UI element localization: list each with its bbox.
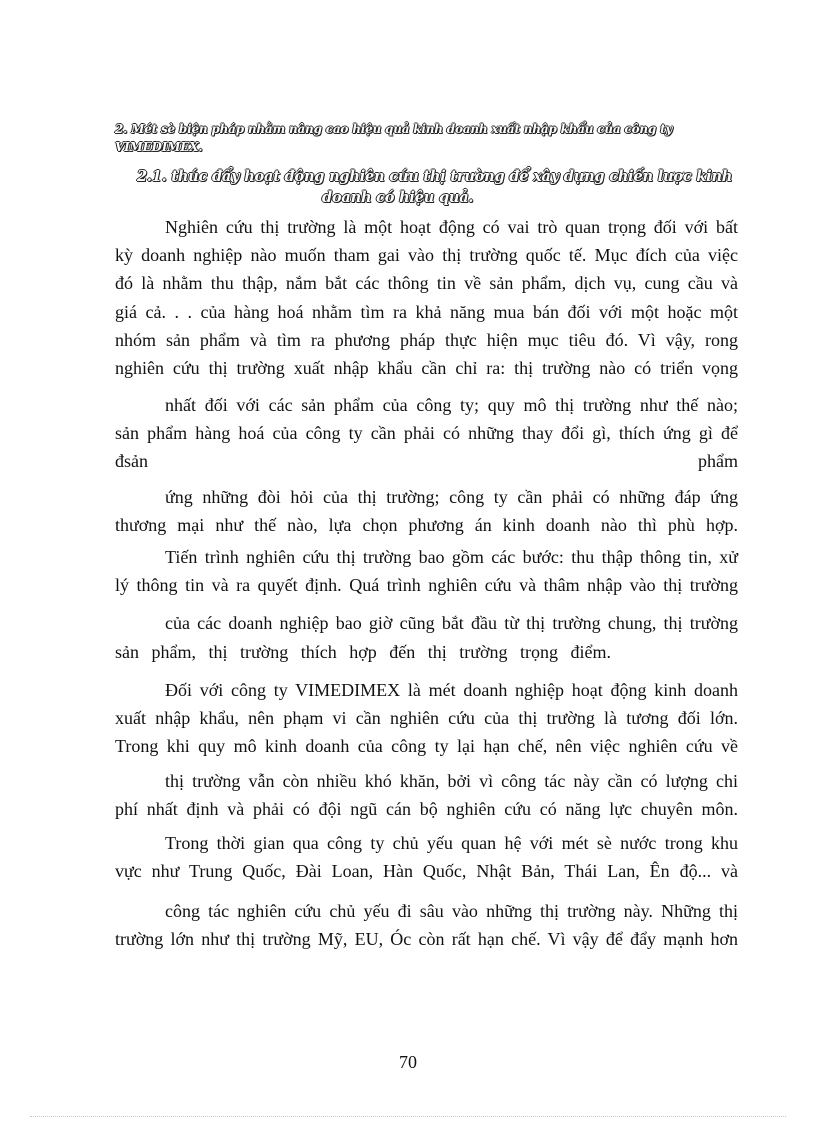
subsection-heading-line-1: 2.1. thúc đẩy hoạt động nghiên cứu thị trường để xây dựng chiến lược kinh: [137, 168, 733, 185]
body-line: Đối với công ty VIMEDIMEX là mét doanh nghiệp hoạt động kinh doanh: [165, 680, 738, 700]
section-heading-line-2: VIMEDIMEX.: [115, 140, 203, 154]
body-word: phẩm: [698, 451, 738, 471]
body-line: ứng những đòi hỏi của thị trường; công ty cần phải có những đáp ứng: [165, 487, 738, 507]
body-word: đsản: [115, 451, 148, 471]
section-heading-line-1: 2. Mét sè biện pháp nhằm nâng cao hiệu quả kinh doanh xuất nhập khẩu của công ty: [115, 122, 673, 136]
body-line: sản phẩm hàng hoá của công ty cần phải có những thay đổi gì, thích ứng gì để: [115, 423, 738, 443]
footer-divider: [30, 1116, 786, 1117]
body-line: công tác nghiên cứu chủ yếu đi sâu vào những thị trường này. Những thị: [165, 901, 738, 921]
body-line: xuất nhập khẩu, nên phạm vi cần nghiên cứu của thị trường là tương đối lớn.: [115, 708, 738, 728]
body-line: Tiến trình nghiên cứu thị trường bao gồm các bước: thu thập thông tin, xử: [165, 547, 738, 567]
subsection-heading-line-2: doanh có hiệu quả.: [322, 189, 474, 206]
body-line: Nghiên cứu thị trường là một hoạt động có vai trò quan trọng đối với bất: [165, 217, 738, 237]
body-line: giá cả. . . của hàng hoá nhằm tìm ra khả năng mua bán đối với một hoặc một: [115, 302, 738, 322]
body-line: phí nhất định và phải có đội ngũ cán bộ nghiên cứu có năng lực chuyên môn.: [115, 799, 738, 819]
body-line: Trong khi quy mô kinh doanh của công ty lại hạn chế, nên việc nghiên cứu về: [115, 736, 738, 756]
body-line: nghiên cứu thị trường xuất nhập khẩu cần chỉ ra: thị trường nào có triển vọng: [115, 358, 738, 378]
body-line: Trong thời gian qua công ty chủ yếu quan hệ với mét sè nước trong khu: [165, 833, 738, 853]
body-line: thương mại như thế nào, lựa chọn phương án kinh doanh nào thì phù hợp.: [115, 515, 738, 535]
body-line-split: [115, 451, 738, 471]
body-line: sản phẩm, thị trường thích hợp đến thị trường trọng điểm.: [115, 642, 612, 662]
page-number: 70: [399, 1052, 417, 1072]
body-line: lý thông tin và ra quyết định. Quá trình nghiên cứu và thâm nhập vào thị trường: [115, 575, 738, 595]
body-line: kỳ doanh nghiệp nào muốn tham gai vào thị trường quốc tế. Mục đích của việc: [115, 245, 738, 265]
body-line: nhóm sản phẩm và tìm ra phương pháp thực hiện mục tiêu đó. Vì vậy, rong: [115, 330, 738, 350]
body-line: của các doanh nghiệp bao giờ cũng bắt đầu từ thị trường chung, thị trường: [165, 613, 738, 633]
body-line: đó là nhằm thu thập, nắm bắt các thông tin về sản phẩm, dịch vụ, cung cầu và: [115, 273, 738, 293]
body-line: vực như Trung Quốc, Đài Loan, Hàn Quốc, Nhật Bản, Thái Lan, Ên độ... và: [115, 861, 738, 881]
body-line: thị trường vẫn còn nhiều khó khăn, bởi vì công tác này cần có lượng chi: [165, 771, 738, 791]
body-line: trường lớn như thị trường Mỹ, EU, Óc còn rất hạn chế. Vì vậy để đẩy mạnh hơn: [115, 929, 738, 949]
body-line: nhất đối với các sản phẩm của công ty; quy mô thị trường như thế nào;: [165, 395, 738, 415]
